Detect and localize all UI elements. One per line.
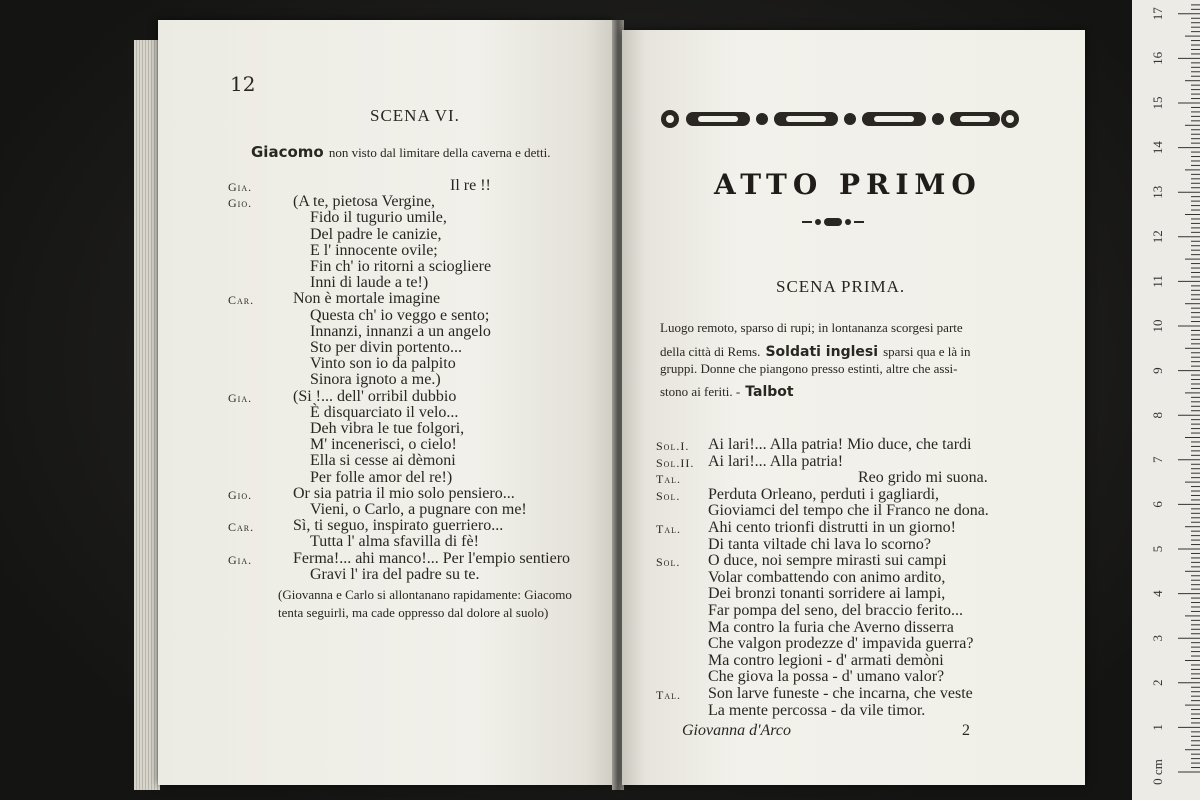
verse-line: La mente percossa - da vile timor. bbox=[708, 701, 926, 719]
ruler-label: 5 bbox=[1150, 545, 1165, 553]
act-title: ATTO PRIMO bbox=[714, 168, 982, 201]
setting-line: gruppi. Donne che piangono presso estinti, altre che assi- bbox=[660, 361, 958, 376]
verse-line: Or sia patria il mio solo pensiero... bbox=[293, 484, 515, 502]
speaker-label: Tal. bbox=[656, 472, 681, 487]
verse-line: M' incenerisci, o cielo! bbox=[310, 436, 457, 454]
ornament-border bbox=[658, 106, 1022, 132]
ruler-label: 16 bbox=[1150, 51, 1165, 65]
verse-line: Son larve funeste - che incarna, che veste bbox=[708, 685, 973, 702]
ruler-label: 10 bbox=[1150, 319, 1165, 333]
ruler-label: 1 bbox=[1150, 724, 1165, 731]
speaker-label: Sol. bbox=[656, 488, 681, 503]
ruler-label: 14 bbox=[1150, 141, 1165, 155]
verse-line: (A te, pietosa Vergine, bbox=[293, 193, 436, 211]
verse-line: Per folle amor del re!) bbox=[310, 468, 453, 486]
ruler-scale bbox=[1132, 0, 1200, 800]
footer-title: Giovanna d'Arco bbox=[682, 722, 792, 739]
verse-line: Gioviamci del tempo che il Franco ne dona. bbox=[708, 502, 989, 520]
verse-line: Il re !! bbox=[450, 177, 491, 194]
setting-text: stono ai feriti. - bbox=[660, 384, 741, 399]
verse-line: E l' innocente ovile; bbox=[310, 241, 438, 259]
small-ornament bbox=[802, 216, 864, 228]
verse-line: È disquarciato il velo... bbox=[310, 403, 459, 421]
signature-mark: 2 bbox=[962, 722, 970, 739]
stage-note: tenta seguirli, ma cade oppresso dal dolore al suolo) bbox=[278, 605, 549, 620]
verse-line: Reo grido mi suona. bbox=[858, 469, 988, 487]
verse-line: Questa ch' io veggo e sento; bbox=[310, 306, 490, 324]
ruler-label: 7 bbox=[1150, 456, 1165, 464]
setting-line bbox=[660, 381, 794, 400]
speaker-label: Sol. bbox=[656, 555, 681, 570]
verse-line: Che valgon prodezze d' impavida guerra? bbox=[708, 635, 974, 653]
setting-text: sparsi qua e là in bbox=[883, 344, 971, 359]
speaker-label: Gia. bbox=[228, 552, 253, 567]
verse-line: Sto per divin portento... bbox=[310, 339, 462, 356]
speaker-label: Gio. bbox=[228, 487, 253, 502]
scene-direction: non visto dal limitare della caverna e detti. bbox=[328, 145, 551, 160]
ruler-label: 11 bbox=[1150, 275, 1165, 288]
character-name: Giacomo bbox=[251, 143, 324, 161]
ruler-label: 8 bbox=[1150, 411, 1165, 419]
page-number: 12 bbox=[230, 72, 256, 96]
verse-line: Sinora ignoto a me.) bbox=[310, 371, 441, 389]
verse-line: Gravi l' ira del padre su te. bbox=[310, 565, 480, 583]
verse-line: Tutta l' alma sfavilla di fè! bbox=[310, 533, 479, 551]
speaker-label: Sol.II. bbox=[656, 455, 695, 470]
verse-line: Di tanta viltade chi lava lo scorno? bbox=[708, 535, 932, 553]
verse-line: Deh vibra le tue folgori, bbox=[310, 420, 465, 437]
verse-line: Ai lari!... Alla patria! Mio duce, che tardi bbox=[708, 436, 972, 453]
verse-line: Ma contro la furia che Averno disserra bbox=[708, 618, 954, 636]
verse-line: Vinto son io da palpito bbox=[310, 355, 456, 373]
ruler-label: 13 bbox=[1150, 185, 1165, 199]
speaker-label: Sol.I. bbox=[656, 439, 690, 453]
left-page bbox=[158, 20, 613, 785]
speaker-label: Tal. bbox=[656, 688, 681, 702]
ruler-label: 17 bbox=[1150, 7, 1165, 21]
ruler-label: 15 bbox=[1150, 96, 1165, 110]
ruler-label: 3 bbox=[1150, 634, 1165, 642]
scene-title: SCENA PRIMA. bbox=[776, 277, 906, 296]
verse-line: Ahi cento trionfi distrutti in un giorno! bbox=[708, 519, 956, 536]
scene-title: SCENA VI. bbox=[370, 106, 460, 125]
ruler-label: 9 bbox=[1150, 367, 1165, 374]
verse-line: Ma contro legioni - d' armati demòni bbox=[708, 651, 944, 669]
verse-line: Volar combattendo con animo ardito, bbox=[708, 568, 946, 586]
setting-line bbox=[660, 341, 970, 360]
verse-line: (Si !... dell' orribil dubbio bbox=[293, 387, 457, 405]
ruler-label: 4 bbox=[1150, 590, 1165, 597]
verse-line: Del padre le canizie, bbox=[310, 225, 442, 243]
page-edges bbox=[134, 40, 160, 790]
ruler-label: 6 bbox=[1150, 501, 1165, 508]
speaker-label: Car. bbox=[228, 293, 255, 308]
speaker-label: Gia. bbox=[228, 390, 253, 405]
speaker-label: Gia. bbox=[228, 180, 253, 194]
verse-line: Vieni, o Carlo, a pugnare con me! bbox=[310, 501, 527, 518]
verse-line: Dei bronzi tonanti sorridere ai lampi, bbox=[708, 585, 946, 603]
setting-text: della città di Rems. bbox=[660, 344, 761, 359]
scene-heading bbox=[251, 142, 550, 161]
character-name: Soldati inglesi bbox=[765, 344, 879, 360]
verse-line: Fido il tugurio umile, bbox=[310, 209, 447, 227]
verse-line: Non è mortale imagine bbox=[293, 290, 441, 308]
ruler-label: 12 bbox=[1150, 230, 1165, 244]
verse-line: Ai lari!... Alla patria! bbox=[708, 452, 844, 470]
ruler-label: 0 cm bbox=[1150, 759, 1165, 785]
ruler-label: 2 bbox=[1150, 679, 1165, 687]
verse-line: Inni di laude a te!) bbox=[310, 274, 429, 292]
speaker-label: Car. bbox=[228, 520, 255, 535]
verse-line: Ella si cesse ai dèmoni bbox=[310, 452, 456, 470]
speaker-label: Tal. bbox=[656, 522, 681, 536]
verse-line: Innanzi, innanzi a un angelo bbox=[310, 322, 491, 340]
verse-line: Che giova la possa - d' umano valor? bbox=[708, 668, 945, 686]
verse-line: O duce, noi sempre mirasti sui campi bbox=[708, 552, 947, 570]
verse-line: Sì, ti seguo, inspirato guerriero... bbox=[293, 517, 504, 535]
setting-line: Luogo remoto, sparso di rupi; in lontananza scorgesi parte bbox=[660, 320, 963, 335]
right-page bbox=[622, 30, 1085, 785]
verse-line: Perduta Orleano, perduti i gagliardi, bbox=[708, 485, 940, 503]
verse-line: Far pompa del seno, del braccio ferito... bbox=[708, 602, 964, 619]
verse-line: Ferma!... ahi manco!... Per l'empio sentiero bbox=[293, 549, 571, 567]
verse-line: Fin ch' io ritorni a sciogliere bbox=[310, 258, 492, 275]
speaker-label: Gio. bbox=[228, 196, 253, 211]
measuring-ruler bbox=[1132, 0, 1200, 800]
character-name: Talbot bbox=[745, 384, 794, 400]
stage-note: (Giovanna e Carlo si allontanano rapidamente: Giacomo bbox=[278, 587, 572, 602]
